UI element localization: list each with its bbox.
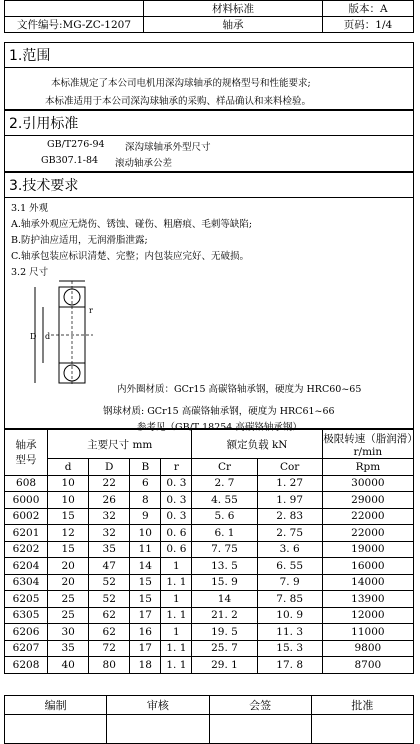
table-cell: 62 <box>89 624 130 641</box>
table-cell: 5. 6 <box>192 508 257 525</box>
table-cell: 6002 <box>5 508 48 525</box>
ref-note: 参考见（GB/T 18254 高碳铬轴承钢） <box>137 422 302 433</box>
table-cell: 7. 75 <box>192 541 257 558</box>
table-cell: 0. 6 <box>161 525 192 542</box>
table-row <box>5 541 414 558</box>
table-row <box>5 558 414 575</box>
spec-table <box>4 429 414 674</box>
table-cell: 35 <box>89 541 130 558</box>
sub-cr: Cr <box>192 459 257 476</box>
table-cell: 15 <box>130 591 161 608</box>
table-cell: 6207 <box>5 640 48 657</box>
ref-name: 深沟球轴承外型尺寸 <box>125 142 211 153</box>
table-cell: 19. 5 <box>192 624 257 641</box>
table-cell: 16000 <box>322 558 413 575</box>
table-cell: 6206 <box>5 624 48 641</box>
table-cell: 72 <box>89 640 130 657</box>
table-cell: 6305 <box>5 607 48 624</box>
signoff-cell <box>107 715 209 744</box>
subheading-dimensions: 3.2 尺寸 <box>11 267 49 278</box>
category-label: 材料标准 <box>144 1 323 17</box>
table-cell: 1 <box>161 591 192 608</box>
signoff-countersigned: 会签 <box>209 696 311 715</box>
scope-p1: 本标准规定了本公司电机用深沟球轴承的规格型号和性能要求; <box>51 78 311 89</box>
table-cell: 6204 <box>5 558 48 575</box>
sub-r: r <box>161 459 192 476</box>
col-dims: 主要尺寸 mm <box>48 430 192 459</box>
table-cell: 15. 3 <box>257 640 322 657</box>
table-cell: 11 <box>130 541 161 558</box>
ref-code: GB/T276-94 <box>47 139 105 150</box>
table-cell: 14000 <box>322 574 413 591</box>
table-cell: 6208 <box>5 657 48 674</box>
table-cell: 1. 27 <box>257 475 322 492</box>
table-cell: 13900 <box>322 591 413 608</box>
signoff-cell <box>209 715 311 744</box>
table-cell: 7. 85 <box>257 591 322 608</box>
table-row <box>5 640 414 657</box>
table-cell: 40 <box>48 657 89 674</box>
table-cell: 12 <box>48 525 89 542</box>
table-cell: 0. 3 <box>161 492 192 509</box>
table-cell: 1. 97 <box>257 492 322 509</box>
table-cell: 12000 <box>322 607 413 624</box>
scope-p2: 本标准适用于本公司深沟球轴承的采购、样品确认和来料检验。 <box>45 96 312 107</box>
table-cell: 25. 7 <box>192 640 257 657</box>
table-cell: 17 <box>130 607 161 624</box>
table-row <box>5 591 414 608</box>
signoff-cell <box>5 715 107 744</box>
table-cell: 22000 <box>322 525 413 542</box>
table-row <box>5 475 414 492</box>
table-row <box>5 607 414 624</box>
table-cell: 10 <box>48 492 89 509</box>
table-cell: 62 <box>89 607 130 624</box>
sub-rpm: Rpm <box>322 459 413 476</box>
table-cell: 35 <box>48 640 89 657</box>
req-b: B.防护油应适用，无润滑脂泄露; <box>11 235 148 246</box>
table-cell: 6201 <box>5 525 48 542</box>
table-row <box>5 624 414 641</box>
table-cell: 7. 9 <box>257 574 322 591</box>
table-cell: 15 <box>130 574 161 591</box>
table-cell: 2. 83 <box>257 508 322 525</box>
section-title: 1.范围 <box>9 48 51 64</box>
table-cell: 10 <box>130 525 161 542</box>
dim-d-label: d <box>45 332 51 341</box>
section-references <box>4 110 414 172</box>
table-cell: 18 <box>130 657 161 674</box>
section-technical <box>4 172 414 433</box>
header-table <box>4 0 414 33</box>
table-row <box>5 574 414 591</box>
table-cell: 11. 3 <box>257 624 322 641</box>
sub-D: D <box>89 459 130 476</box>
table-row <box>5 492 414 509</box>
dim-D-label: D <box>30 332 37 341</box>
table-cell: 20 <box>48 574 89 591</box>
table-cell: 9800 <box>322 640 413 657</box>
table-cell: 14 <box>192 591 257 608</box>
table-cell: 15 <box>48 541 89 558</box>
ring-material: 内外圈材质：GCr15 高碳铬轴承钢，硬度为 HRC60~65 <box>117 384 362 395</box>
table-cell: 17 <box>130 640 161 657</box>
signoff-cell <box>311 715 413 744</box>
table-cell: 0. 3 <box>161 508 192 525</box>
table-cell: 10 <box>48 475 89 492</box>
table-cell: 9 <box>130 508 161 525</box>
table-cell: 22 <box>89 475 130 492</box>
table-cell: 10. 9 <box>257 607 322 624</box>
req-c: C.轴承包装应标识清楚、完整；内包装应完好、无破损。 <box>11 251 249 262</box>
table-cell: 0. 6 <box>161 541 192 558</box>
table-cell: 17. 8 <box>257 657 322 674</box>
ball-material: 钢球材质: GCr15 高碳铬轴承钢，硬度为 HRC61~66 <box>103 406 335 417</box>
table-cell: 32 <box>89 525 130 542</box>
table-cell: 26 <box>89 492 130 509</box>
table-cell: 2. 7 <box>192 475 257 492</box>
table-cell: 8 <box>130 492 161 509</box>
table-cell: 16 <box>130 624 161 641</box>
section-title: 2.引用标准 <box>9 116 79 132</box>
table-cell: 6 <box>130 475 161 492</box>
table-row <box>5 657 414 674</box>
page-number: 页码：1/4 <box>323 17 414 33</box>
sub-d: d <box>48 459 89 476</box>
table-cell: 20 <box>48 558 89 575</box>
table-cell: 1. 1 <box>161 574 192 591</box>
table-cell: 8700 <box>322 657 413 674</box>
table-cell: 25 <box>48 591 89 608</box>
table-cell: 80 <box>89 657 130 674</box>
sub-cor: Cor <box>257 459 322 476</box>
table-cell: 32 <box>89 508 130 525</box>
table-cell: 30000 <box>322 475 413 492</box>
subject: 轴承 <box>144 17 323 33</box>
table-cell: 47 <box>89 558 130 575</box>
col-load: 额定负载 kN <box>192 430 322 459</box>
subheading-appearance: 3.1 外观 <box>11 203 49 214</box>
table-cell: 15 <box>48 508 89 525</box>
table-cell: 6304 <box>5 574 48 591</box>
signoff-reviewed: 审核 <box>107 696 209 715</box>
signoff-compiled: 编制 <box>5 696 107 715</box>
table-cell: 1. 1 <box>161 657 192 674</box>
table-cell: 4. 55 <box>192 492 257 509</box>
table-row <box>5 508 414 525</box>
table-cell: 1 <box>161 624 192 641</box>
table-cell: 1. 1 <box>161 640 192 657</box>
col-speed: 极限转速（脂润滑）r/min <box>322 430 413 459</box>
bearing-drawing <box>29 277 119 389</box>
ref-name: 滚动轴承公差 <box>115 158 173 169</box>
table-cell: 11000 <box>322 624 413 641</box>
table-cell: 3. 6 <box>257 541 322 558</box>
table-cell: 19000 <box>322 541 413 558</box>
doc-no: 文件编号:MG-ZC-1207 <box>5 17 144 33</box>
version: 版本：A <box>323 1 414 17</box>
table-cell: 2. 75 <box>257 525 322 542</box>
table-cell: 6202 <box>5 541 48 558</box>
table-cell: 25 <box>48 607 89 624</box>
table-row <box>5 525 414 542</box>
table-cell: 52 <box>89 591 130 608</box>
table-cell: 29. 1 <box>192 657 257 674</box>
table-cell: 14 <box>130 558 161 575</box>
dim-r-label: r <box>89 306 93 315</box>
req-a: A.轴承外观应无烧伤、锈蚀、碰伤、粗磨痕、毛刺等缺陷; <box>11 219 253 230</box>
table-cell: 6. 55 <box>257 558 322 575</box>
signoff-table <box>4 695 414 744</box>
table-cell: 21. 2 <box>192 607 257 624</box>
table-cell: 22000 <box>322 508 413 525</box>
table-cell: 0. 3 <box>161 475 192 492</box>
table-cell: 13. 5 <box>192 558 257 575</box>
table-cell: 52 <box>89 574 130 591</box>
table-cell: 608 <box>5 475 48 492</box>
section-scope <box>4 42 414 110</box>
table-cell: 1. 1 <box>161 607 192 624</box>
table-cell: 6. 1 <box>192 525 257 542</box>
section-title: 3.技术要求 <box>9 178 79 194</box>
table-cell: 30 <box>48 624 89 641</box>
sub-B: B <box>130 459 161 476</box>
col-model: 轴承 型号 <box>5 430 48 476</box>
table-cell: 15. 9 <box>192 574 257 591</box>
ref-code: GB307.1-84 <box>41 155 99 166</box>
table-cell: 1 <box>161 558 192 575</box>
table-cell: 6000 <box>5 492 48 509</box>
table-cell: 29000 <box>322 492 413 509</box>
signoff-approved: 批准 <box>311 696 413 715</box>
table-cell: 6205 <box>5 591 48 608</box>
